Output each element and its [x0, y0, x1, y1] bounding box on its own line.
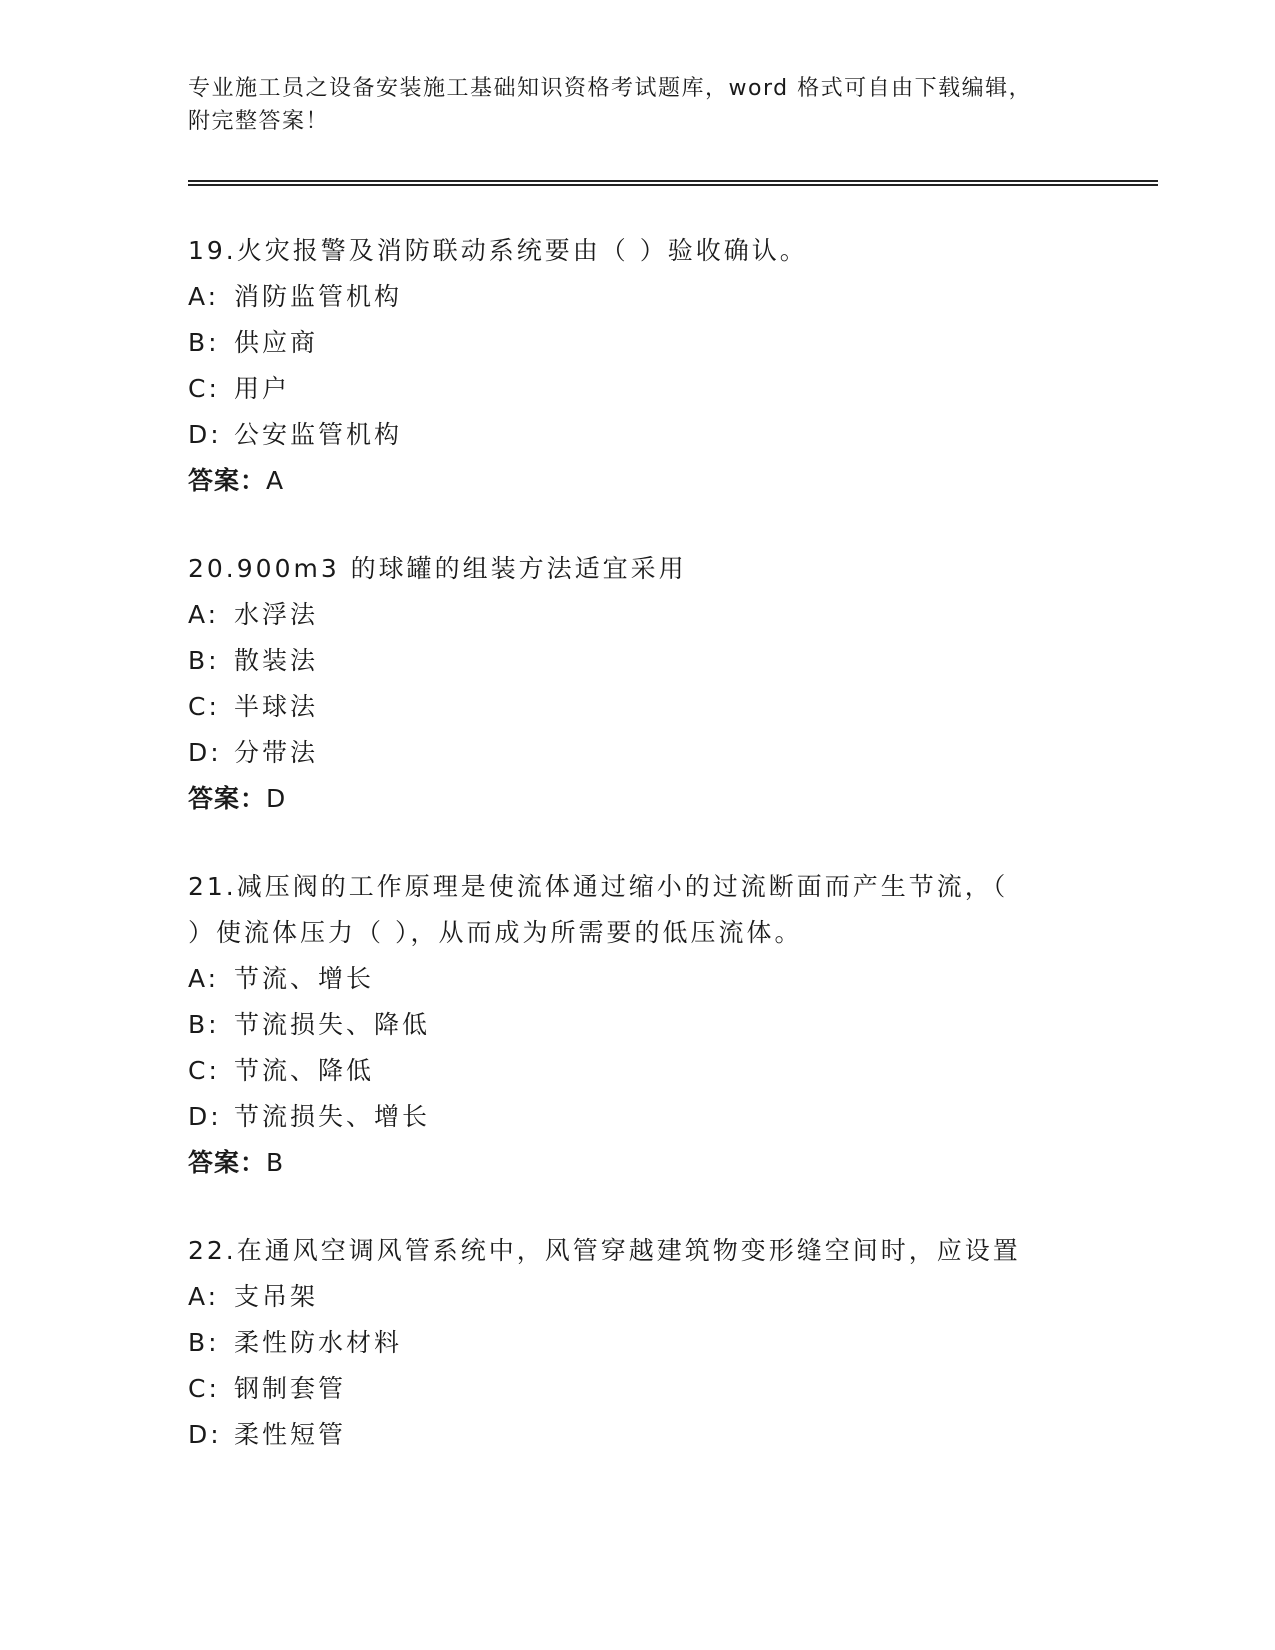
- option-letter: D:: [188, 420, 222, 449]
- option-letter: A:: [188, 600, 220, 629]
- option-letter: B:: [188, 328, 220, 357]
- question-title: 19.火灾报警及消防联动系统要由（ ）验收确认。: [188, 236, 808, 265]
- option-text: 支吊架: [234, 1282, 319, 1311]
- option-text: 半球法: [234, 692, 319, 721]
- option-text: 钢制套管: [234, 1374, 347, 1403]
- option-d: [188, 412, 1088, 458]
- option-text: 消防监管机构: [234, 282, 403, 311]
- option-text: 供应商: [234, 328, 319, 357]
- answer-value: A: [266, 466, 285, 495]
- option-d: [188, 730, 1088, 776]
- option-letter: D:: [188, 1420, 222, 1449]
- option-text: 柔性防水材料: [234, 1328, 403, 1357]
- question-22: [188, 1228, 1088, 1458]
- option-letter: D:: [188, 1102, 222, 1131]
- header-line-2: 附完整答案！: [188, 109, 330, 134]
- option-b: [188, 1002, 1088, 1048]
- option-a: [188, 956, 1088, 1002]
- question-title-line-1: 21.减压阀的工作原理是使流体通过缩小的过流断面而产生节流，（: [188, 872, 1009, 901]
- question-title: 20.900m3 的球罐的组装方法适宜采用: [188, 554, 687, 583]
- option-c: [188, 366, 1088, 412]
- option-text: 公安监管机构: [234, 420, 403, 449]
- option-text: 散装法: [234, 646, 319, 675]
- answer-label: 答案：: [188, 784, 267, 813]
- option-d: [188, 1412, 1088, 1458]
- option-letter: B:: [188, 646, 220, 675]
- question-19: [188, 228, 1088, 504]
- answer-value: D: [266, 784, 287, 813]
- option-letter: A:: [188, 964, 220, 993]
- header-divider-top: [188, 180, 1158, 182]
- option-a: [188, 274, 1088, 320]
- answer-line: [188, 458, 1088, 504]
- option-text: 节流损失、降低: [234, 1010, 431, 1039]
- answer-value: B: [266, 1148, 285, 1177]
- header-divider-bottom: [188, 184, 1158, 186]
- option-b: [188, 320, 1088, 366]
- option-letter: C:: [188, 374, 220, 403]
- header-line-1: 专业施工员之设备安装施工基础知识资格考试题库，word 格式可自由下载编辑，: [188, 76, 1033, 101]
- option-letter: B:: [188, 1010, 220, 1039]
- option-c: [188, 1048, 1088, 1094]
- option-letter: A:: [188, 1282, 220, 1311]
- option-letter: A:: [188, 282, 220, 311]
- option-letter: C:: [188, 1374, 220, 1403]
- option-c: [188, 1366, 1088, 1412]
- option-text: 水浮法: [234, 600, 319, 629]
- option-letter: C:: [188, 1056, 220, 1085]
- option-text: 节流损失、增长: [234, 1102, 431, 1131]
- option-text: 节流、增长: [234, 964, 375, 993]
- option-text: 节流、降低: [234, 1056, 375, 1085]
- option-b: [188, 1320, 1088, 1366]
- option-text: 柔性短管: [234, 1420, 347, 1449]
- option-b: [188, 638, 1088, 684]
- answer-label: 答案：: [188, 1148, 267, 1177]
- question-title-line-2: ）使流体压力（ ），从而成为所需要的低压流体。: [188, 918, 803, 947]
- option-letter: B:: [188, 1328, 220, 1357]
- answer-label: 答案：: [188, 466, 267, 495]
- option-letter: C:: [188, 692, 220, 721]
- answer-line: [188, 1140, 1088, 1186]
- option-text: 用户: [234, 374, 291, 403]
- answer-line: [188, 776, 1088, 822]
- option-a: [188, 592, 1088, 638]
- question-title: 22.在通风空调风管系统中，风管穿越建筑物变形缝空间时，应设置: [188, 1236, 1021, 1265]
- question-21: [188, 864, 1088, 1186]
- option-letter: D:: [188, 738, 222, 767]
- option-text: 分带法: [234, 738, 319, 767]
- option-a: [188, 1274, 1088, 1320]
- option-d: [188, 1094, 1088, 1140]
- option-c: [188, 684, 1088, 730]
- document-header: [188, 72, 1068, 138]
- question-20: [188, 546, 1088, 822]
